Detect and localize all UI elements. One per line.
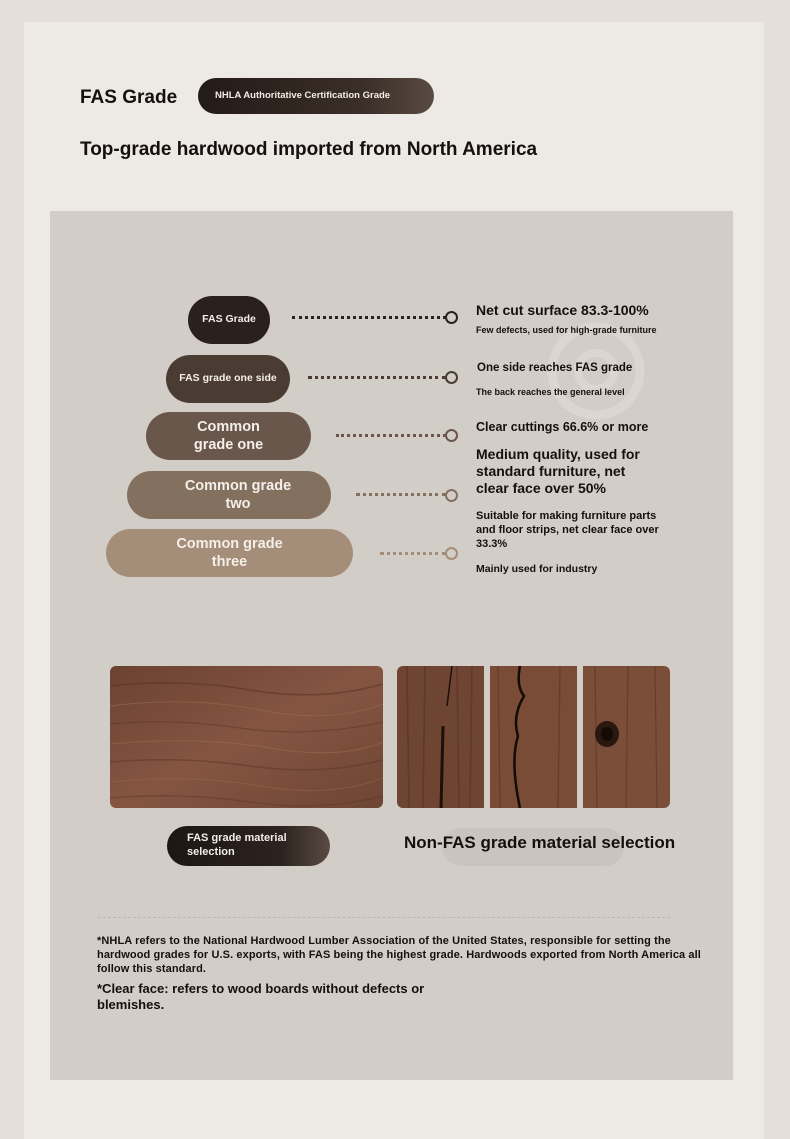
- grade-pill-common-two: [127, 471, 331, 519]
- divider: [98, 917, 670, 918]
- certification-badge: NHLA Authoritative Certification Grade: [198, 78, 434, 114]
- nonfas-wood-sample-knot-image: [583, 666, 670, 808]
- cracked-wood-icon: [397, 666, 484, 808]
- leader-line: [292, 316, 446, 319]
- grade-description-sub: The back reaches the general level: [476, 387, 625, 397]
- nhla-footnote: *NHLA refers to the National Hardwood Lumber Association of the United States, responsible for setting the hardwood grades for U.S. exports, with FAS being the highest grade. Hardwoods exported from North America all follow this standard.: [97, 935, 701, 975]
- grade-label: Common grade two: [184, 477, 292, 512]
- grade-description-sub: Mainly used for industry: [476, 563, 598, 575]
- leader-line: [356, 493, 446, 496]
- leader-line: [380, 552, 446, 555]
- leader-dot: [445, 547, 458, 560]
- grades-panel: [50, 211, 733, 1080]
- knot-wood-icon: [583, 666, 670, 808]
- leader-dot: [445, 429, 458, 442]
- grade-pill-common-one: [146, 412, 311, 460]
- grade-description-main: One side reaches FAS grade: [477, 362, 633, 374]
- fas-wood-grain-icon: [110, 666, 383, 808]
- clear-face-footnote: *Clear face: refers to wood boards without defects or blemishes.: [97, 981, 425, 1012]
- leader-dot: [445, 311, 458, 324]
- nonfas-wood-sample-crack-image: [397, 666, 484, 808]
- fas-wood-sample-image: [110, 666, 383, 808]
- grade-description-main: Suitable for making furniture parts and floor strips, net clear face over 33.3%: [476, 510, 659, 550]
- grade-label: FAS grade one side: [179, 372, 277, 385]
- grade-description-sub: Medium quality, used for standard furniture, net clear face over 50%: [476, 446, 640, 496]
- leader-line: [336, 434, 446, 437]
- grade-description-sub: Few defects, used for high-grade furniture: [476, 325, 657, 335]
- grade-label: Common grade three: [176, 535, 283, 570]
- fas-material-label: FAS grade material selection: [167, 826, 330, 866]
- split-wood-icon: [490, 666, 577, 808]
- page-title: FAS Grade: [80, 87, 178, 108]
- nonfas-wood-sample-split-image: [490, 666, 577, 808]
- page: [24, 22, 764, 1139]
- leader-line: [308, 376, 446, 379]
- grade-pill-fas-one-side: [166, 355, 290, 403]
- page-subtitle: Top-grade hardwood imported from North America: [80, 139, 538, 160]
- nonfas-material-label: Non-FAS grade material selection: [404, 833, 676, 852]
- grade-description-main: Net cut surface 83.3-100%: [476, 302, 649, 318]
- grade-pill-fas: [188, 296, 270, 344]
- leader-dot: [445, 489, 458, 502]
- grade-label: Common grade one: [193, 418, 264, 453]
- grade-pill-common-three: [106, 529, 353, 577]
- grade-description-main: Clear cuttings 66.6% or more: [476, 420, 649, 434]
- grade-label: FAS Grade: [202, 313, 256, 326]
- leader-dot: [445, 371, 458, 384]
